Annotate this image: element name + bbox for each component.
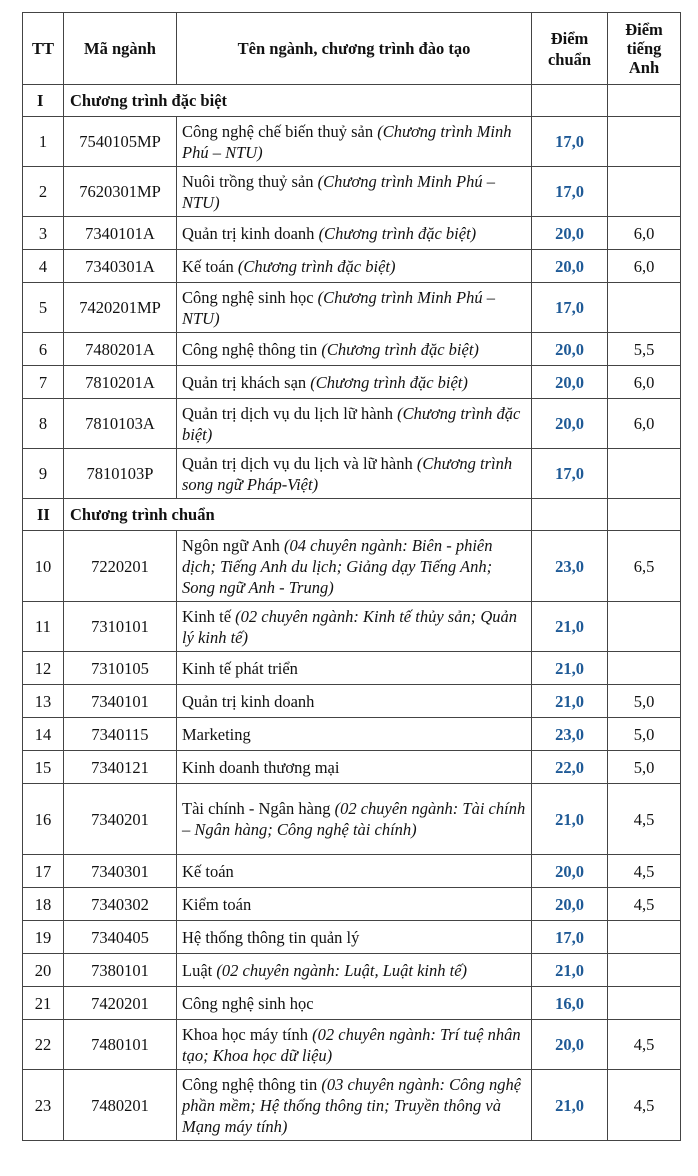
row-english-score [608,167,681,217]
table-row [23,888,681,921]
table-row [23,751,681,784]
row-score: 20,0 [532,399,608,449]
program-name: Công nghệ thông tin [182,339,322,359]
row-code: 7420201 [64,987,177,1020]
row-code: 7340301 [64,855,177,888]
row-program-name [177,685,532,718]
row-english-score: 4,5 [608,888,681,921]
row-english-score: 4,5 [608,1070,681,1141]
program-name: Công nghệ chế biến thuỷ sản [182,121,378,141]
row-score: 22,0 [532,751,608,784]
row-english-score: 5,0 [608,751,681,784]
table-row [23,652,681,685]
row-score: 20,0 [532,333,608,366]
program-name: Kinh tế phát triển [182,658,298,678]
row-code: 7480101 [64,1020,177,1070]
row-tt: 4 [23,250,64,283]
section-eng-empty [608,85,681,117]
program-name: Kinh tế [182,606,236,626]
row-program-name [177,602,532,652]
row-english-score: 4,5 [608,784,681,855]
table-row [23,1070,681,1141]
row-english-score: 6,0 [608,366,681,399]
program-name: Quản trị kinh doanh [182,223,319,243]
program-note: (Chương trình đặc biệt) [182,403,521,444]
program-name: Kế toán [182,256,238,276]
program-name: Luật [182,960,217,980]
program-note: (Chương trình Minh Phú – NTU) [182,121,512,162]
row-english-score: 4,5 [608,1020,681,1070]
row-tt: 9 [23,449,64,499]
table-row [23,531,681,602]
row-tt: 13 [23,685,64,718]
row-program-name [177,250,532,283]
row-english-score [608,449,681,499]
row-tt: 2 [23,167,64,217]
row-tt: 11 [23,602,64,652]
program-name: Quản trị kinh doanh [182,691,315,711]
program-note: (02 chuyên ngành: Tài chính – Ngân hàng; Công nghệ tài chính) [182,799,526,839]
row-program-name [177,449,532,499]
row-code: 7810103P [64,449,177,499]
section-row [23,85,681,117]
program-name: Quản trị dịch vụ du lịch lữ hành [182,403,398,423]
table-row [23,449,681,499]
program-name: Quản trị dịch vụ du lịch và lữ hành [182,453,417,473]
row-tt: 12 [23,652,64,685]
row-english-score: 5,5 [608,333,681,366]
row-code: 7540105MP [64,117,177,167]
row-score: 20,0 [532,855,608,888]
program-name: Tài chính - Ngân hàng [182,799,335,818]
header-score-line2: chuẩn [547,49,592,69]
row-tt: 17 [23,855,64,888]
row-score: 16,0 [532,987,608,1020]
row-english-score [608,117,681,167]
row-program-name [177,283,532,333]
row-score: 17,0 [532,167,608,217]
row-program-name [177,921,532,954]
program-note: (02 chuyên ngành: Trí tuệ nhân tạo; Khoa học dữ liệu) [182,1024,521,1065]
program-name: Kế toán [182,861,234,881]
row-program-name [177,855,532,888]
row-tt: 8 [23,399,64,449]
row-english-score: 5,0 [608,718,681,751]
row-score: 23,0 [532,531,608,602]
row-tt: 15 [23,751,64,784]
row-code: 7420201MP [64,283,177,333]
row-score: 17,0 [532,921,608,954]
row-code: 7310105 [64,652,177,685]
row-tt: 3 [23,217,64,250]
header-eng-line2: tiếng [626,39,662,58]
row-score: 21,0 [532,652,608,685]
section-score-empty [532,499,608,531]
row-tt: 16 [23,784,64,855]
row-tt: 7 [23,366,64,399]
row-tt: 19 [23,921,64,954]
table-row [23,117,681,167]
program-name: Kinh doanh thương mại [182,757,340,777]
program-note: (Chương trình đặc biệt) [310,372,468,392]
row-tt: 21 [23,987,64,1020]
row-program-name [177,399,532,449]
row-english-score [608,954,681,987]
table-row [23,921,681,954]
table-row [23,602,681,652]
header-eng-line3: Anh [628,58,660,77]
table-row [23,784,681,855]
program-name: Quản trị khách sạn [182,372,311,392]
program-note: (Chương trình Minh Phú – NTU) [182,171,495,212]
program-name: Công nghệ sinh học [182,993,314,1013]
row-code: 7310101 [64,602,177,652]
row-score: 17,0 [532,117,608,167]
row-score: 20,0 [532,888,608,921]
table-row [23,250,681,283]
program-name: Công nghệ thông tin [182,1074,322,1094]
row-code: 7340101A [64,217,177,250]
program-note: (03 chuyên ngành: Công nghệ phần mềm; Hệ thống thông tin; Truyền thông và Mạng máy tính) [182,1074,522,1136]
row-program-name [177,751,532,784]
row-english-score: 6,5 [608,531,681,602]
row-code: 7340101 [64,685,177,718]
row-english-score [608,602,681,652]
row-score: 17,0 [532,283,608,333]
row-code: 7340301A [64,250,177,283]
row-score: 21,0 [532,784,608,855]
table-row [23,685,681,718]
row-english-score: 6,0 [608,217,681,250]
row-code: 7220201 [64,531,177,602]
header-name: Tên ngành, chương trình đào tạo [177,13,532,85]
row-program-name [177,366,532,399]
table-row [23,987,681,1020]
header-english [608,13,681,85]
table-row [23,217,681,250]
row-tt: 18 [23,888,64,921]
row-code: 7480201 [64,1070,177,1141]
table-row [23,366,681,399]
table-row [23,167,681,217]
program-name: Nuôi trồng thuỷ sản [182,171,318,191]
row-tt: 20 [23,954,64,987]
row-program-name [177,167,532,217]
section-number: I [23,85,64,117]
row-english-score: 4,5 [608,855,681,888]
row-score: 21,0 [532,685,608,718]
row-tt: 6 [23,333,64,366]
section-title: Chương trình chuẩn [64,499,532,531]
row-program-name [177,784,532,855]
table-row [23,855,681,888]
section-title: Chương trình đặc biệt [64,85,532,117]
section-eng-empty [608,499,681,531]
row-score: 23,0 [532,718,608,751]
row-english-score [608,987,681,1020]
row-program-name [177,652,532,685]
row-english-score: 6,0 [608,399,681,449]
row-program-name [177,1020,532,1070]
row-score: 17,0 [532,449,608,499]
row-english-score: 5,0 [608,685,681,718]
row-code: 7340201 [64,784,177,855]
table-row [23,333,681,366]
row-score: 21,0 [532,602,608,652]
program-note: (Chương trình song ngữ Pháp-Việt) [182,453,513,494]
row-english-score [608,921,681,954]
program-name: Kiểm toán [182,894,252,914]
row-code: 7810201A [64,366,177,399]
header-code: Mã ngành [64,13,177,85]
row-score: 20,0 [532,250,608,283]
header-tt: TT [23,13,64,85]
row-score: 21,0 [532,1070,608,1141]
table-row [23,399,681,449]
program-name: Marketing [182,724,251,744]
row-tt: 10 [23,531,64,602]
row-score: 20,0 [532,217,608,250]
row-program-name [177,333,532,366]
header-score-line1: Điểm [550,28,589,48]
row-program-name [177,954,532,987]
row-program-name [177,217,532,250]
program-name: Công nghệ sinh học [182,287,318,307]
table-row [23,954,681,987]
row-code: 7810103A [64,399,177,449]
row-tt: 5 [23,283,64,333]
row-code: 7340121 [64,751,177,784]
row-english-score [608,652,681,685]
program-note: (Chương trình đặc biệt) [321,339,479,359]
row-code: 7340302 [64,888,177,921]
row-program-name [177,718,532,751]
program-note: (02 chuyên ngành: Luật, Luật kinh tế) [216,960,468,980]
row-code: 7480201A [64,333,177,366]
admission-score-table [22,12,681,1141]
header-eng-line1: Điểm [625,20,663,39]
program-note: (02 chuyên ngành: Kinh tế thủy sản; Quản lý kinh tế) [182,606,517,647]
row-program-name [177,1070,532,1141]
row-score: 20,0 [532,1020,608,1070]
program-name: Khoa học máy tính [182,1024,313,1044]
table-row [23,1020,681,1070]
header-row [23,13,681,85]
row-code: 7340115 [64,718,177,751]
row-program-name [177,117,532,167]
row-code: 7340405 [64,921,177,954]
table-row [23,283,681,333]
row-english-score [608,283,681,333]
row-score: 21,0 [532,954,608,987]
section-row [23,499,681,531]
row-code: 7380101 [64,954,177,987]
table-body [23,85,681,1141]
program-name: Hệ thống thông tin quản lý [182,927,360,947]
program-note: (04 chuyên ngành: Biên - phiên dịch; Tiếng Anh du lịch; Giảng dạy Tiếng Anh; Song ngữ Anh - Trung) [182,535,493,597]
table-row [23,718,681,751]
row-tt: 1 [23,117,64,167]
program-note: (Chương trình đặc biệt) [318,223,477,243]
section-number: II [23,499,64,531]
row-code: 7620301MP [64,167,177,217]
row-program-name [177,987,532,1020]
row-tt: 22 [23,1020,64,1070]
row-tt: 23 [23,1070,64,1141]
program-note: (Chương trình đặc biệt) [237,256,396,276]
row-score: 20,0 [532,366,608,399]
row-tt: 14 [23,718,64,751]
header-score [532,13,608,85]
section-score-empty [532,85,608,117]
row-program-name [177,888,532,921]
row-english-score: 6,0 [608,250,681,283]
program-note: (Chương trình Minh Phú – NTU) [182,287,495,328]
program-name: Ngôn ngữ Anh [182,535,284,555]
row-program-name [177,531,532,602]
